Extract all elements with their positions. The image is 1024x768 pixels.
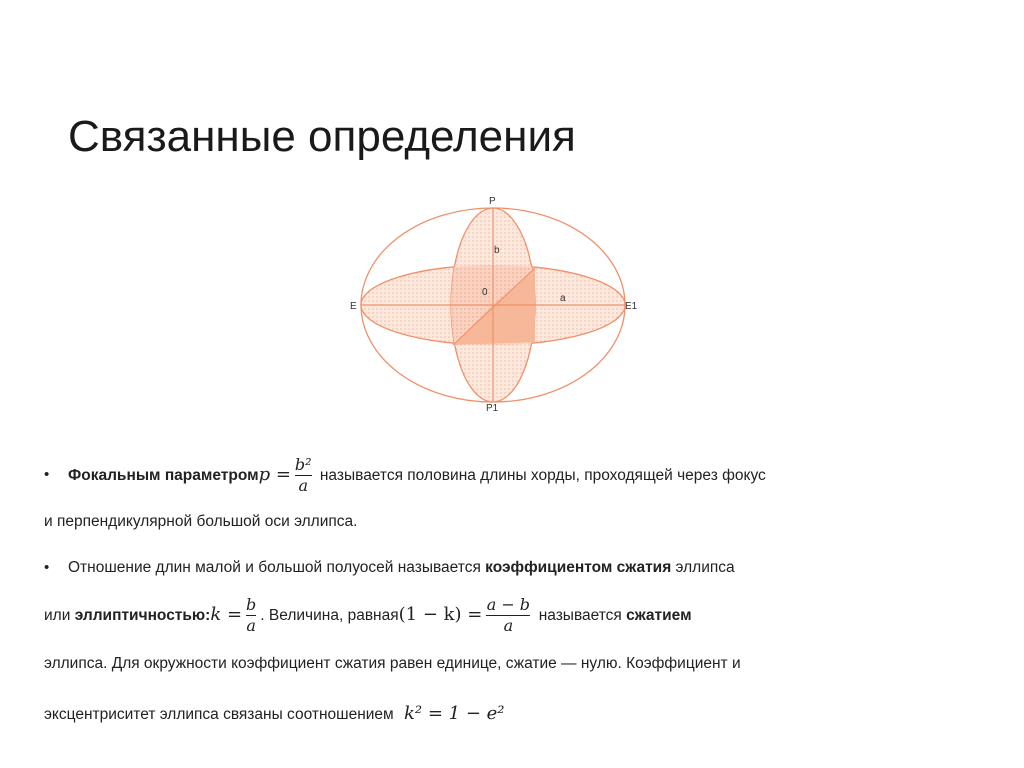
formula-p-fraction: $\frac{\text{b²}}{a}$ xyxy=(294,455,312,496)
label-top: P xyxy=(489,196,496,207)
paragraph-2-line-2: или эллиптичностью:k = $\frac{b}{a}$ . Величина, равная(1 − k) = $\frac{a - b}{a}$ называется сжатием xyxy=(44,595,692,636)
formula-compression-lhs: (1 − k) = xyxy=(398,604,483,625)
paragraph-2-line-1: Отношение длин малой и большой полуосей называется коэффициентом сжатия эллипса xyxy=(68,559,735,576)
label-left: E xyxy=(350,301,357,312)
label-major: a xyxy=(560,293,566,304)
formula-compression-fraction: $\frac{a - b}{a}$ xyxy=(486,595,531,636)
ellipticity-term: эллиптичностью: xyxy=(74,607,211,624)
label-minor: b xyxy=(494,245,500,256)
label-center: 0 xyxy=(482,287,488,298)
paragraph-1-line-2: и перпендикулярной большой оси эллипса. xyxy=(44,513,358,530)
slide-title: Связанные определения xyxy=(68,112,576,161)
compression-coefficient-term: коэффициентом сжатия xyxy=(485,559,672,576)
formula-p-lhs: p = xyxy=(258,464,291,485)
formula-eccentricity: k² = 1 − e² xyxy=(404,703,505,724)
label-bottom: P1 xyxy=(486,403,499,414)
formula-k-fraction: $\frac{b}{a}$ xyxy=(246,595,257,636)
compression-term: сжатием xyxy=(626,607,692,624)
formula-k-lhs: k = xyxy=(210,604,243,625)
bullet-2: • xyxy=(44,559,50,576)
paragraph-2-line-3: эллипса. Для окружности коэффициент сжатия равен единице, сжатие — нулю. Коэффициент и xyxy=(44,655,741,672)
bullet-1: • xyxy=(44,466,50,483)
ellipse-diagram xyxy=(340,192,650,414)
paragraph-2-line-4: эксцентриситет эллипса связаны соотношением k² = 1 − e² xyxy=(44,703,505,724)
paragraph-1-text: называется половина длины хорды, проходящей через фокус xyxy=(319,467,766,484)
paragraph-1-line-1 xyxy=(68,452,766,499)
label-right: E1 xyxy=(625,301,638,312)
focal-parameter-term: Фокальным параметром xyxy=(68,467,259,484)
